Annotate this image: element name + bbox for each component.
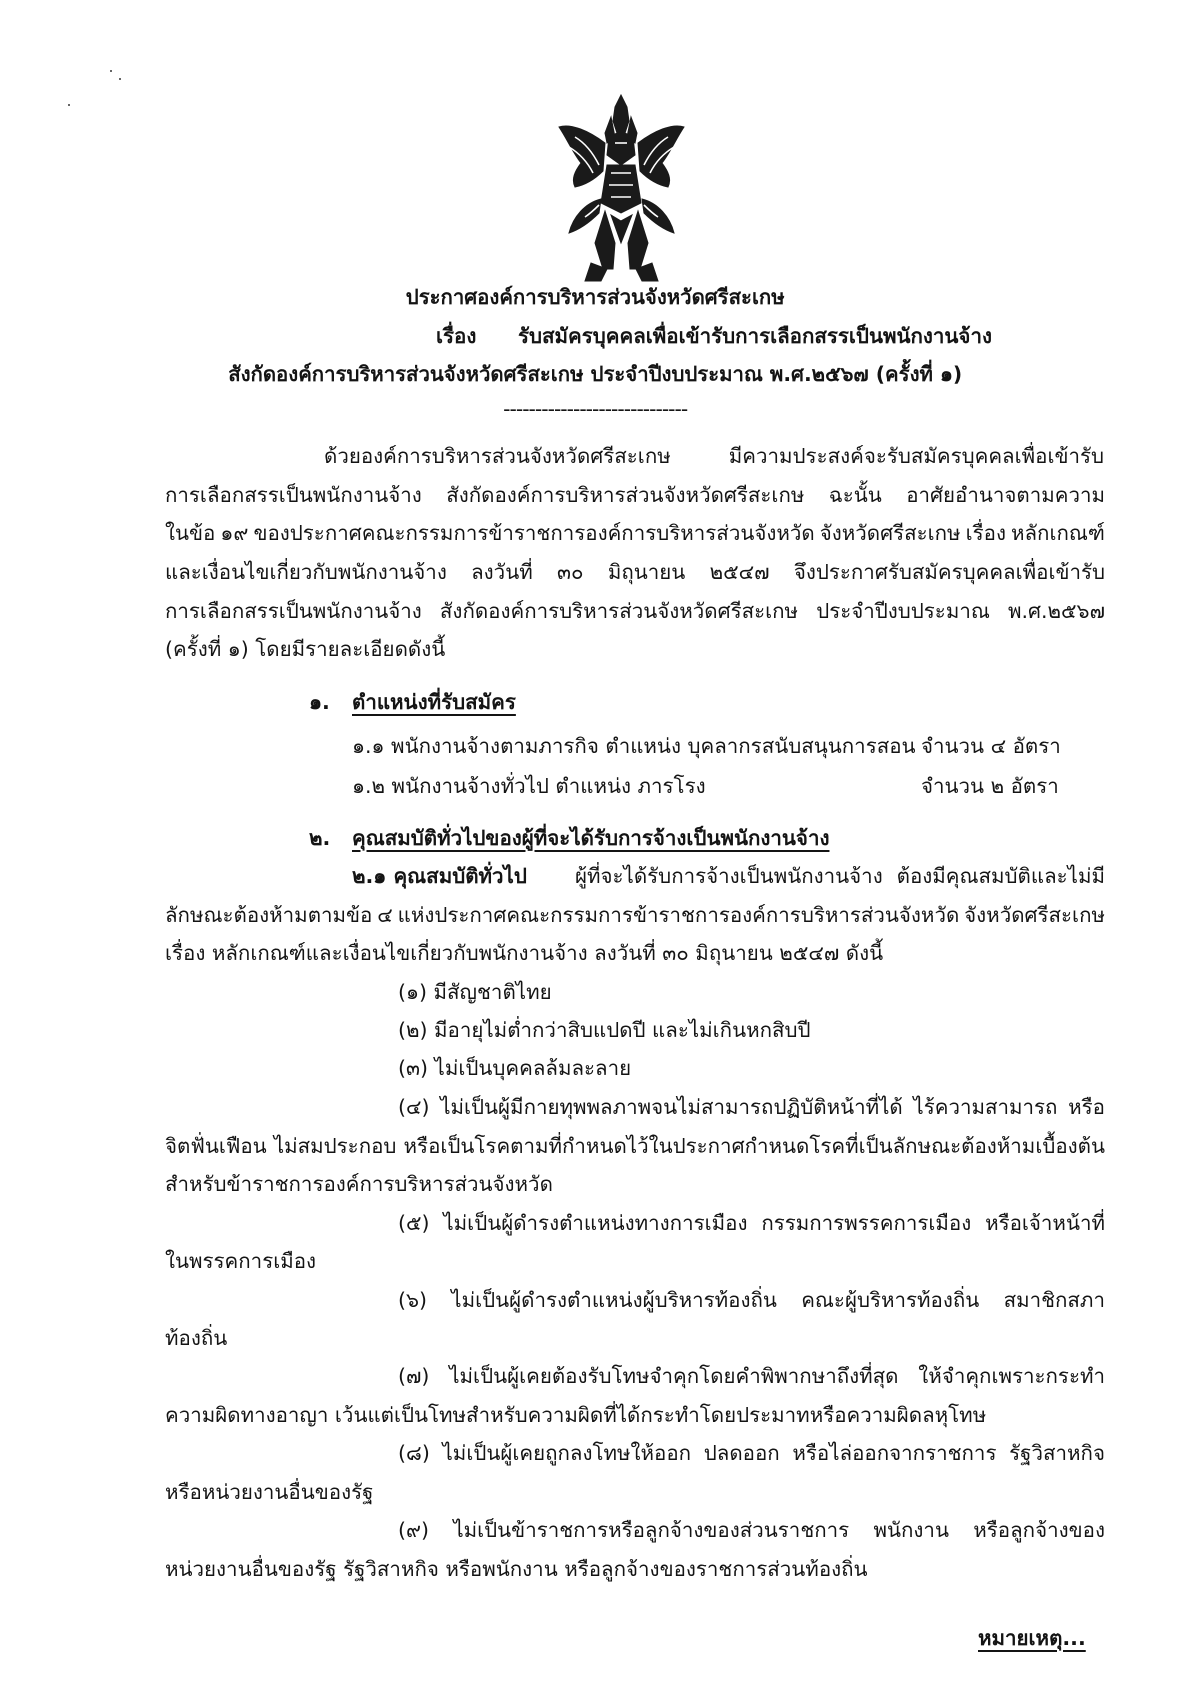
scan-speck [68, 104, 70, 106]
word: เรื่อง [965, 521, 1006, 545]
position-count: จำนวน ๔ อัตรา [921, 734, 1061, 758]
word: จึงประกาศรับสมัครบุคคลเพื่อเข้ารับ [793, 560, 1105, 584]
word: แห่งประกาศคณะกรรมการข้าราชการองค์การบริหารส่วนจังหวัด [397, 903, 960, 927]
subsection-text [575, 866, 1105, 887]
word: จังหวัดศรีสะเกษ [819, 521, 961, 545]
word: ให้จำคุกเพราะกระทำ [918, 1364, 1105, 1388]
word: ไม่เป็นผู้ดำรงตำแหน่งผู้บริหารท้องถิ่น [451, 1288, 777, 1312]
position-item: ๑.๑ พนักงานจ้างตามภารกิจ ตำแหน่ง บุคลากรสนับสนุนการสอน [352, 734, 916, 758]
intro-line [165, 562, 1105, 583]
word: พ.ศ.๒๕๖๗ [1007, 599, 1105, 623]
word: ประจำปีงบประมาณ [816, 599, 990, 623]
word: และเงื่อนไขเกี่ยวกับพนักงานจ้าง [165, 560, 447, 584]
word: การเลือกสรรเป็นพนักงานจ้าง [165, 599, 422, 623]
word: (๙) [398, 1518, 430, 1542]
word: ไม่เป็นผู้ดำรงตำแหน่งทางการเมือง [443, 1211, 748, 1235]
subsection-label: ๒.๑ คุณสมบัติทั่วไป [352, 864, 527, 888]
paragraph-line: เรื่อง หลักเกณฑ์และเงื่อนไขเกี่ยวกับพนักงานจ้าง ลงวันที่ ๓๐ มิถุนายน ๒๕๔๗ ดังนี้ [165, 941, 884, 965]
section1-heading: ตำแหน่งที่รับสมัคร [352, 690, 516, 714]
qualification-item [398, 1213, 1105, 1234]
word: ไม่เป็นผู้มีกายทุพพลภาพจนไม่สามารถปฏิบัติหน้าที่ได้ [440, 1095, 903, 1119]
announcement-title: ประกาศองค์การบริหารส่วนจังหวัดศรีสะเกษ [405, 285, 785, 309]
word: ไร้ความสามารถ [913, 1095, 1058, 1119]
word: สมาชิกสภา [1003, 1288, 1105, 1312]
qualification-item [398, 1520, 1105, 1541]
section2-number: ๒. [309, 826, 331, 850]
word: มีความประสงค์จะรับสมัครบุคคลเพื่อเข้ารับ [728, 444, 1104, 468]
word: ไม่เป็นผู้เคยต้องรับโทษจำคุกโดยคำพิพากษาถึงที่สุด [449, 1364, 899, 1388]
word: ไม่เป็นผู้เคยถูกลงโทษให้ออก [442, 1441, 692, 1465]
qualification-line [165, 1136, 1105, 1157]
word: หรือเป็นโรคตามที่กำหนดไว้ในประกาศกำหนดโรคที่เป็นลักษณะต้องห้ามเบื้องต้น [403, 1134, 1105, 1158]
word: ไม่เป็นข้าราชการหรือลูกจ้างของส่วนราชการ [453, 1518, 850, 1542]
word: ผู้ที่จะได้รับการจ้างเป็นพนักงานจ้าง [575, 864, 883, 888]
qualification-line: ความผิดทางอาญา เว้นแต่เป็นโทษสำหรับความผิดที่ได้กระทำโดยประมาทหรือความผิดลหุโทษ [165, 1403, 987, 1427]
position-item: ๑.๒ พนักงานจ้างทั่วไป ตำแหน่ง ภารโรง [352, 774, 706, 798]
qualification-line: หรือหน่วยงานอื่นของรัฐ [165, 1480, 374, 1504]
qualification-item [398, 1366, 1105, 1387]
word: ๓๐ [557, 560, 584, 584]
qualification-item [398, 1443, 1105, 1464]
qualification-item: (๒) มีอายุไม่ต่ำกว่าสิบแปดปี และไม่เกินหกสิบปี [398, 1018, 811, 1042]
word: สังกัดองค์การบริหารส่วนจังหวัดศรีสะเกษ [439, 599, 799, 623]
subject-text: รับสมัครบุคคลเพื่อเข้ารับการเลือกสรรเป็นพนักงานจ้าง [518, 324, 992, 348]
word: สังกัดองค์การบริหารส่วนจังหวัดศรีสะเกษ [446, 483, 805, 507]
word: ด้วยองค์การบริหารส่วนจังหวัดศรีสะเกษ [324, 444, 671, 468]
word: ต้องมีคุณสมบัติและไม่มี [896, 864, 1105, 888]
qualification-line: ท้องถิ่น [165, 1326, 228, 1350]
intro-line [165, 601, 1105, 622]
word: ปลดออก [703, 1441, 780, 1465]
word: (๘) [398, 1441, 430, 1465]
word: มิถุนายน [607, 560, 686, 584]
scan-speck [119, 78, 121, 80]
word: ของประกาศคณะกรรมการข้าราชการองค์การบริหารส่วนจังหวัด [253, 521, 815, 545]
divider-line: ----------------------------- [503, 397, 688, 421]
garuda-emblem [555, 93, 688, 283]
word: หรือ [1068, 1095, 1105, 1119]
word: จังหวัดศรีสะเกษ [964, 903, 1105, 927]
word: รัฐวิสาหกิจ [1009, 1441, 1105, 1465]
section2-heading: คุณสมบัติทั่วไปของผู้ที่จะได้รับการจ้างเป็นพนักงานจ้าง [352, 826, 830, 850]
word: คณะผู้บริหารท้องถิ่น [801, 1288, 980, 1312]
word: ไม่สมประกอบ [273, 1134, 397, 1158]
subject-label: เรื่อง [436, 324, 477, 348]
qualification-line: หน่วยงานอื่นของรัฐ รัฐวิสาหกิจ หรือพนักงาน หรือลูกจ้างของราชการส่วนท้องถิ่น [165, 1557, 868, 1581]
qualification-item [398, 1290, 1105, 1311]
paragraph-line [165, 905, 1105, 926]
word: ๒๕๔๗ [709, 560, 770, 584]
qualification-item: (๑) มีสัญชาติไทย [398, 980, 552, 1004]
intro-line [165, 523, 1105, 544]
word: หรือเจ้าหน้าที่ [985, 1211, 1105, 1235]
word: ฉะนั้น [828, 483, 882, 507]
intro-line [165, 485, 1105, 506]
word: ลงวันที่ [471, 560, 533, 584]
word: (๖) [398, 1288, 428, 1312]
word: พนักงาน [873, 1518, 949, 1542]
word: หลักเกณฑ์ [1010, 521, 1105, 545]
word: ลักษณะต้องห้ามตามข้อ [165, 903, 373, 927]
qualification-line: ในพรรคการเมือง [165, 1249, 317, 1273]
intro-line: (ครั้งที่ ๑) โดยมีรายละเอียดดังนี้ [165, 637, 446, 661]
announcement-subtitle: สังกัดองค์การบริหารส่วนจังหวัดศรีสะเกษ ประจำปีงบประมาณ พ.ศ.๒๕๖๗ (ครั้งที่ ๑) [228, 362, 963, 386]
word: หรือลูกจ้างของ [973, 1518, 1105, 1542]
scan-speck [110, 70, 112, 72]
word: ๑๙ [220, 521, 249, 545]
word: (๔) [398, 1095, 430, 1119]
qualification-item [398, 1097, 1105, 1118]
word: การเลือกสรรเป็นพนักงานจ้าง [165, 483, 422, 507]
word: อาศัยอำนาจตามความ [906, 483, 1105, 507]
section1-number: ๑. [309, 690, 330, 714]
qualification-line: สำหรับข้าราชการองค์การบริหารส่วนจังหวัด [165, 1172, 553, 1196]
word: (๕) [398, 1211, 430, 1235]
word: ในข้อ [165, 521, 216, 545]
position-count: จำนวน ๒ อัตรา [921, 774, 1059, 798]
continuation-note: หมายเหตุ... [978, 1626, 1086, 1650]
word: หรือไล่ออกจากราชการ [792, 1441, 997, 1465]
word: ๔ [377, 903, 393, 927]
intro-line [324, 446, 1104, 467]
word: จิตฟั่นเฟือน [165, 1134, 267, 1158]
word: กรรมการพรรคการเมือง [761, 1211, 972, 1235]
qualification-item: (๓) ไม่เป็นบุคคลล้มละลาย [398, 1056, 632, 1080]
word: (๗) [398, 1364, 430, 1388]
